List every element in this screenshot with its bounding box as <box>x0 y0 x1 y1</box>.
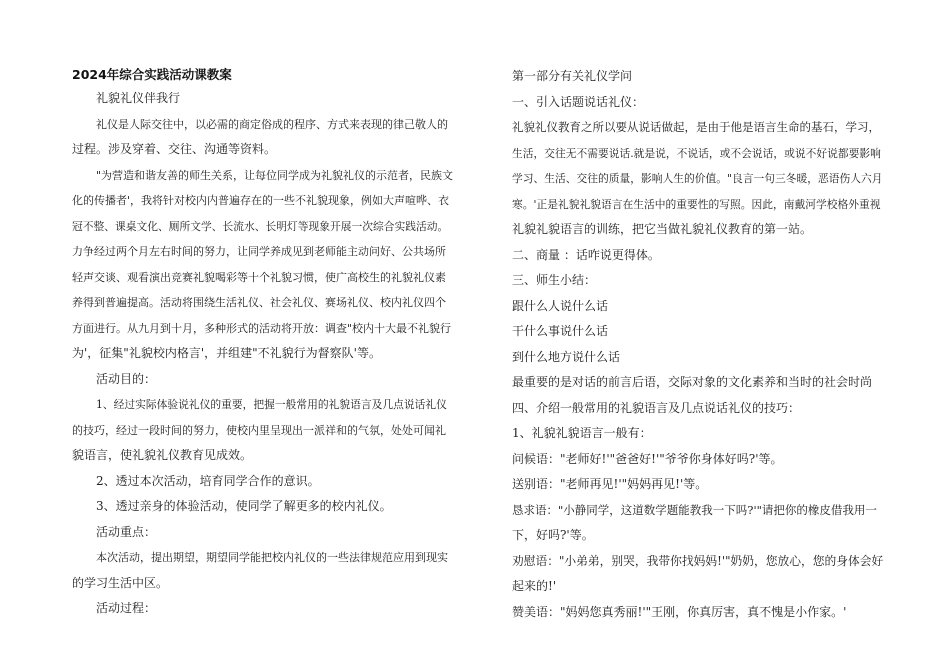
text-line: 的技巧，经过一段时间的努力，使校内里呈现出一派祥和的气氛，处处可闻礼 <box>72 423 446 437</box>
text-line: 本次活动，提出期望，期望同学能把校内礼仪的一些法律规范应用到现实 <box>96 551 448 564</box>
text-line: 礼貌礼仪伴我行 <box>96 91 181 105</box>
text-line: 劝慰语："小弟弟，别哭，我带你找妈妈!'"奶奶，您放心，您的身体会好 <box>512 553 884 568</box>
text-line: 的学习生活中区。 <box>72 575 169 590</box>
text-line: 三、师生小结： <box>512 273 597 287</box>
text-line: 轻声交谈、观看演出竞赛礼貌喝彩等十个礼貌习惯，使广高校生的礼貌礼仪素 <box>72 270 446 284</box>
text-line: 礼貌礼仪教育之所以要从说话做起，是由于他是语言生命的基石，学习， <box>512 120 880 134</box>
text-line: 跟什么人说什么话 <box>512 298 609 313</box>
text-line: 恳求语："小静同学，这道数学题能教我一下吗?'"请把你的橡皮借我用一 <box>512 502 877 517</box>
text-line: 下，好吗?'等。 <box>512 528 594 542</box>
text-line: 化的传播者'，我将针对校内内普遍存在的一些不礼貌现象，例如大声喧哗、衣 <box>72 194 450 207</box>
text-line: 貌语言，使礼貌礼仪教育见成效。 <box>72 448 253 462</box>
text-line: 第一部分有关礼仪学问 <box>512 69 633 83</box>
text-line: 寒。'正是礼貌礼貌语言在生活中的重要性的写照。因此，南戴河学校格外重视 <box>512 197 881 211</box>
text-line: 到什么地方说什么话 <box>512 349 621 364</box>
text-line: 四、介绍一般常用的礼貌语言及几点说话礼仪的技巧： <box>512 400 801 415</box>
text-line: 礼仪是人际交往中，以必需的商定俗成的程序、方式来表现的律己敬人的 <box>96 117 448 131</box>
text-line: 干什么事说什么话 <box>512 324 609 338</box>
text-line: 2、透过本次活动，培育同学合作的意识。 <box>96 473 320 488</box>
text-line: "为营造和谐友善的师生关系，让每位同学成为礼貌礼仪的示范者，民族文 <box>96 168 454 182</box>
text-line: 最重要的是对话的前言后语，交际对象的文化素养和当时的社会时尚 <box>512 375 873 389</box>
text-line: 生活，交往无不需要说话.就是说，不说话，或不会说话，或说不好说都要影响 <box>512 146 881 160</box>
text-line: 学习、生活、交往的质量，影响人生的价值。"良言一句三冬暖，恶语伤人六月 <box>512 172 883 185</box>
right-column <box>512 64 884 625</box>
text-line: 问候语："老师好!'"爸爸好!'"爷爷你身体好吗?'等。 <box>512 451 783 466</box>
text-line: 活动重点： <box>96 524 157 539</box>
text-line: 礼貌礼貌语言的训练，把它当做礼貌礼仪教育的第一站。 <box>512 222 813 236</box>
text-line: 活动过程： <box>96 601 157 615</box>
text-line: 方面进行。从九月到十月，多种形式的活动将开放：调查"校内十大最不礼貌行 <box>72 321 452 335</box>
text-line: 活动目的： <box>96 371 157 386</box>
text-line: 过程。涉及穿着、交往、沟通等资料。 <box>72 142 277 156</box>
text-line: 一、引入话题说话礼仪： <box>512 94 645 109</box>
page-title: 2024年综合实践活动课教案 <box>72 67 232 82</box>
text-line: 3、透过亲身的体验活动，使同学了解更多的校内礼仪。 <box>96 499 392 513</box>
text-line: 冠不整、课桌文化、厕所文学、长流水、长明灯等现象开展一次综合实践活动。 <box>72 219 449 233</box>
text-line: 养得到普遍提高。活动将围绕生活礼仪、社会礼仪、赛场礼仪、校内礼仪四个 <box>72 296 446 309</box>
text-line: 送别语："老师再见!'"妈妈再见!'等。 <box>512 477 708 491</box>
text-line: 赞美语："妈妈您真秀丽!'"王刚，你真厉害，真不愧是小作家。' <box>512 604 847 619</box>
left-column <box>72 64 454 622</box>
text-line: 起来的!' <box>512 579 557 593</box>
text-line: 为'，征集"礼貌校内格言'，并组建"不礼貌行为督察队'等。 <box>72 346 381 360</box>
text-line: 1、礼貌礼貌语言一般有： <box>512 426 652 440</box>
text-line: 1、经过实际体验说礼仪的重要，把握一般常用的礼貌语言及几点说话礼仪 <box>96 398 447 411</box>
text-line: 力争经过两个月左右时间的努力，让同学养成见到老师能主动问好、公共场所 <box>72 245 446 258</box>
text-line: 二、商量 ：话咋说更得体。 <box>512 247 660 262</box>
